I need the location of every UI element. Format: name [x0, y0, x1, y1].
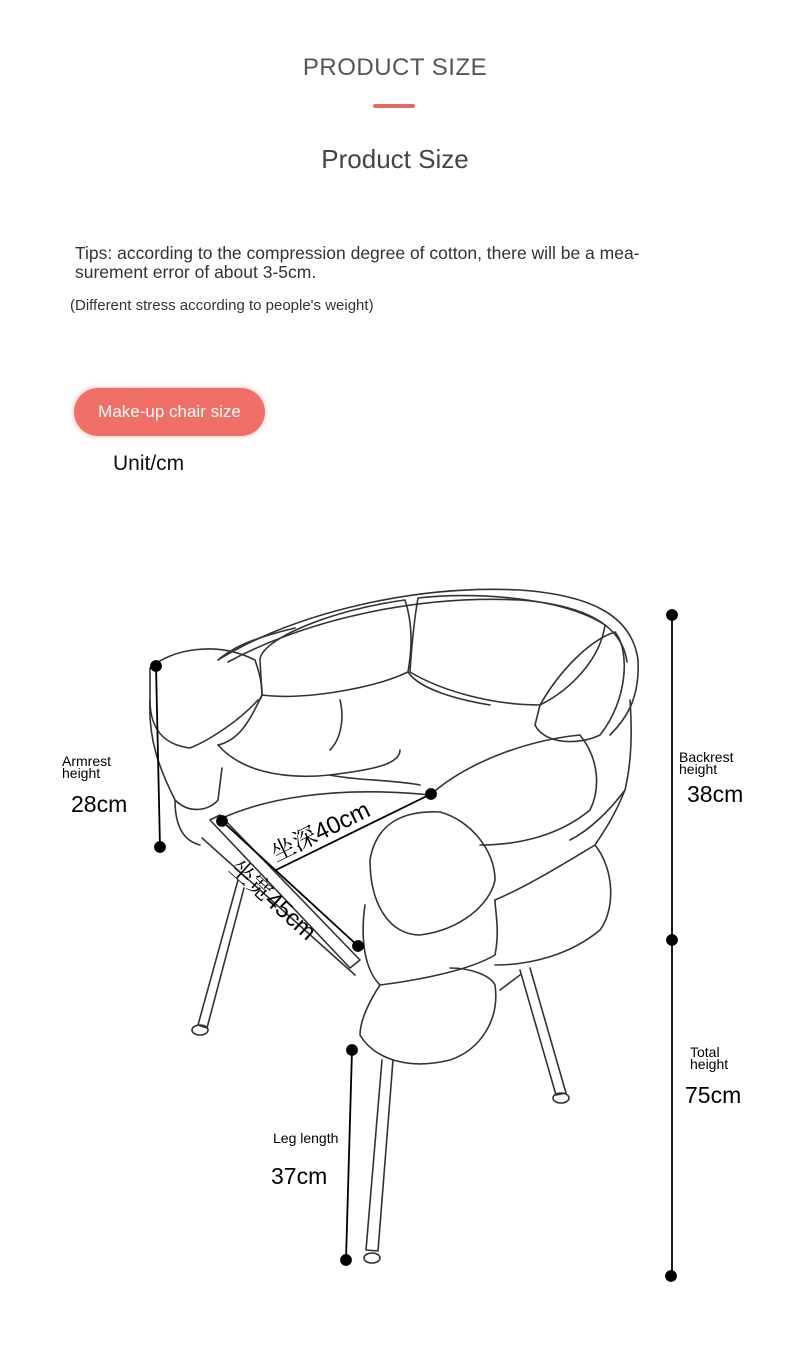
tips-text: [75, 244, 725, 282]
armrest-bottom-dot: [155, 842, 165, 852]
seat-width-end-dot: [353, 941, 363, 951]
seat-width-start-dot: [217, 816, 227, 826]
unit-label: Unit/cm: [113, 452, 185, 475]
armrest-label-1: Armrest: [62, 753, 111, 769]
total-label-2: height: [690, 1056, 729, 1072]
stress-note: (Different stress according to people's weight): [70, 297, 374, 314]
total-top-dot: [667, 610, 677, 620]
backrest-label-2: height: [679, 761, 718, 777]
backrest-value: 38cm: [687, 781, 744, 807]
chair-size-badge: Make-up chair size: [74, 388, 265, 436]
leg-length-line: [346, 1050, 352, 1260]
total-bottom-dot: [666, 1271, 676, 1281]
total-label-1: Total: [690, 1044, 720, 1060]
chair-dimension-diagram: [0, 560, 790, 1320]
backrest-label-1: Backrest: [679, 749, 734, 765]
leg-bottom-dot: [341, 1255, 351, 1265]
seat-depth-end-dot: [426, 789, 436, 799]
section-title: PRODUCT SIZE: [302, 54, 488, 81]
chair-illustration: [150, 589, 638, 1263]
leg-value: 37cm: [271, 1163, 328, 1189]
tips-line-1: Tips: according to the compression degree of cotton, there will be a mea-: [75, 243, 640, 263]
seat-depth-label: 坐深40cm: [266, 796, 375, 868]
dimension-lines: [151, 610, 677, 1281]
leg-label: Leg length: [273, 1130, 339, 1146]
armrest-value: 28cm: [71, 791, 128, 817]
section-subtitle: Product Size: [321, 144, 469, 174]
seat-width-label: 坐宽45cm: [223, 854, 322, 946]
tips-line-2: surement error of about 3-5cm.: [75, 262, 317, 282]
leg-top-dot: [347, 1045, 357, 1055]
backrest-bottom-dot: [667, 935, 677, 945]
armrest-top-dot: [151, 661, 161, 671]
total-value: 75cm: [685, 1082, 742, 1108]
armrest-label-2: height: [62, 765, 101, 781]
title-accent-bar: [373, 104, 415, 108]
